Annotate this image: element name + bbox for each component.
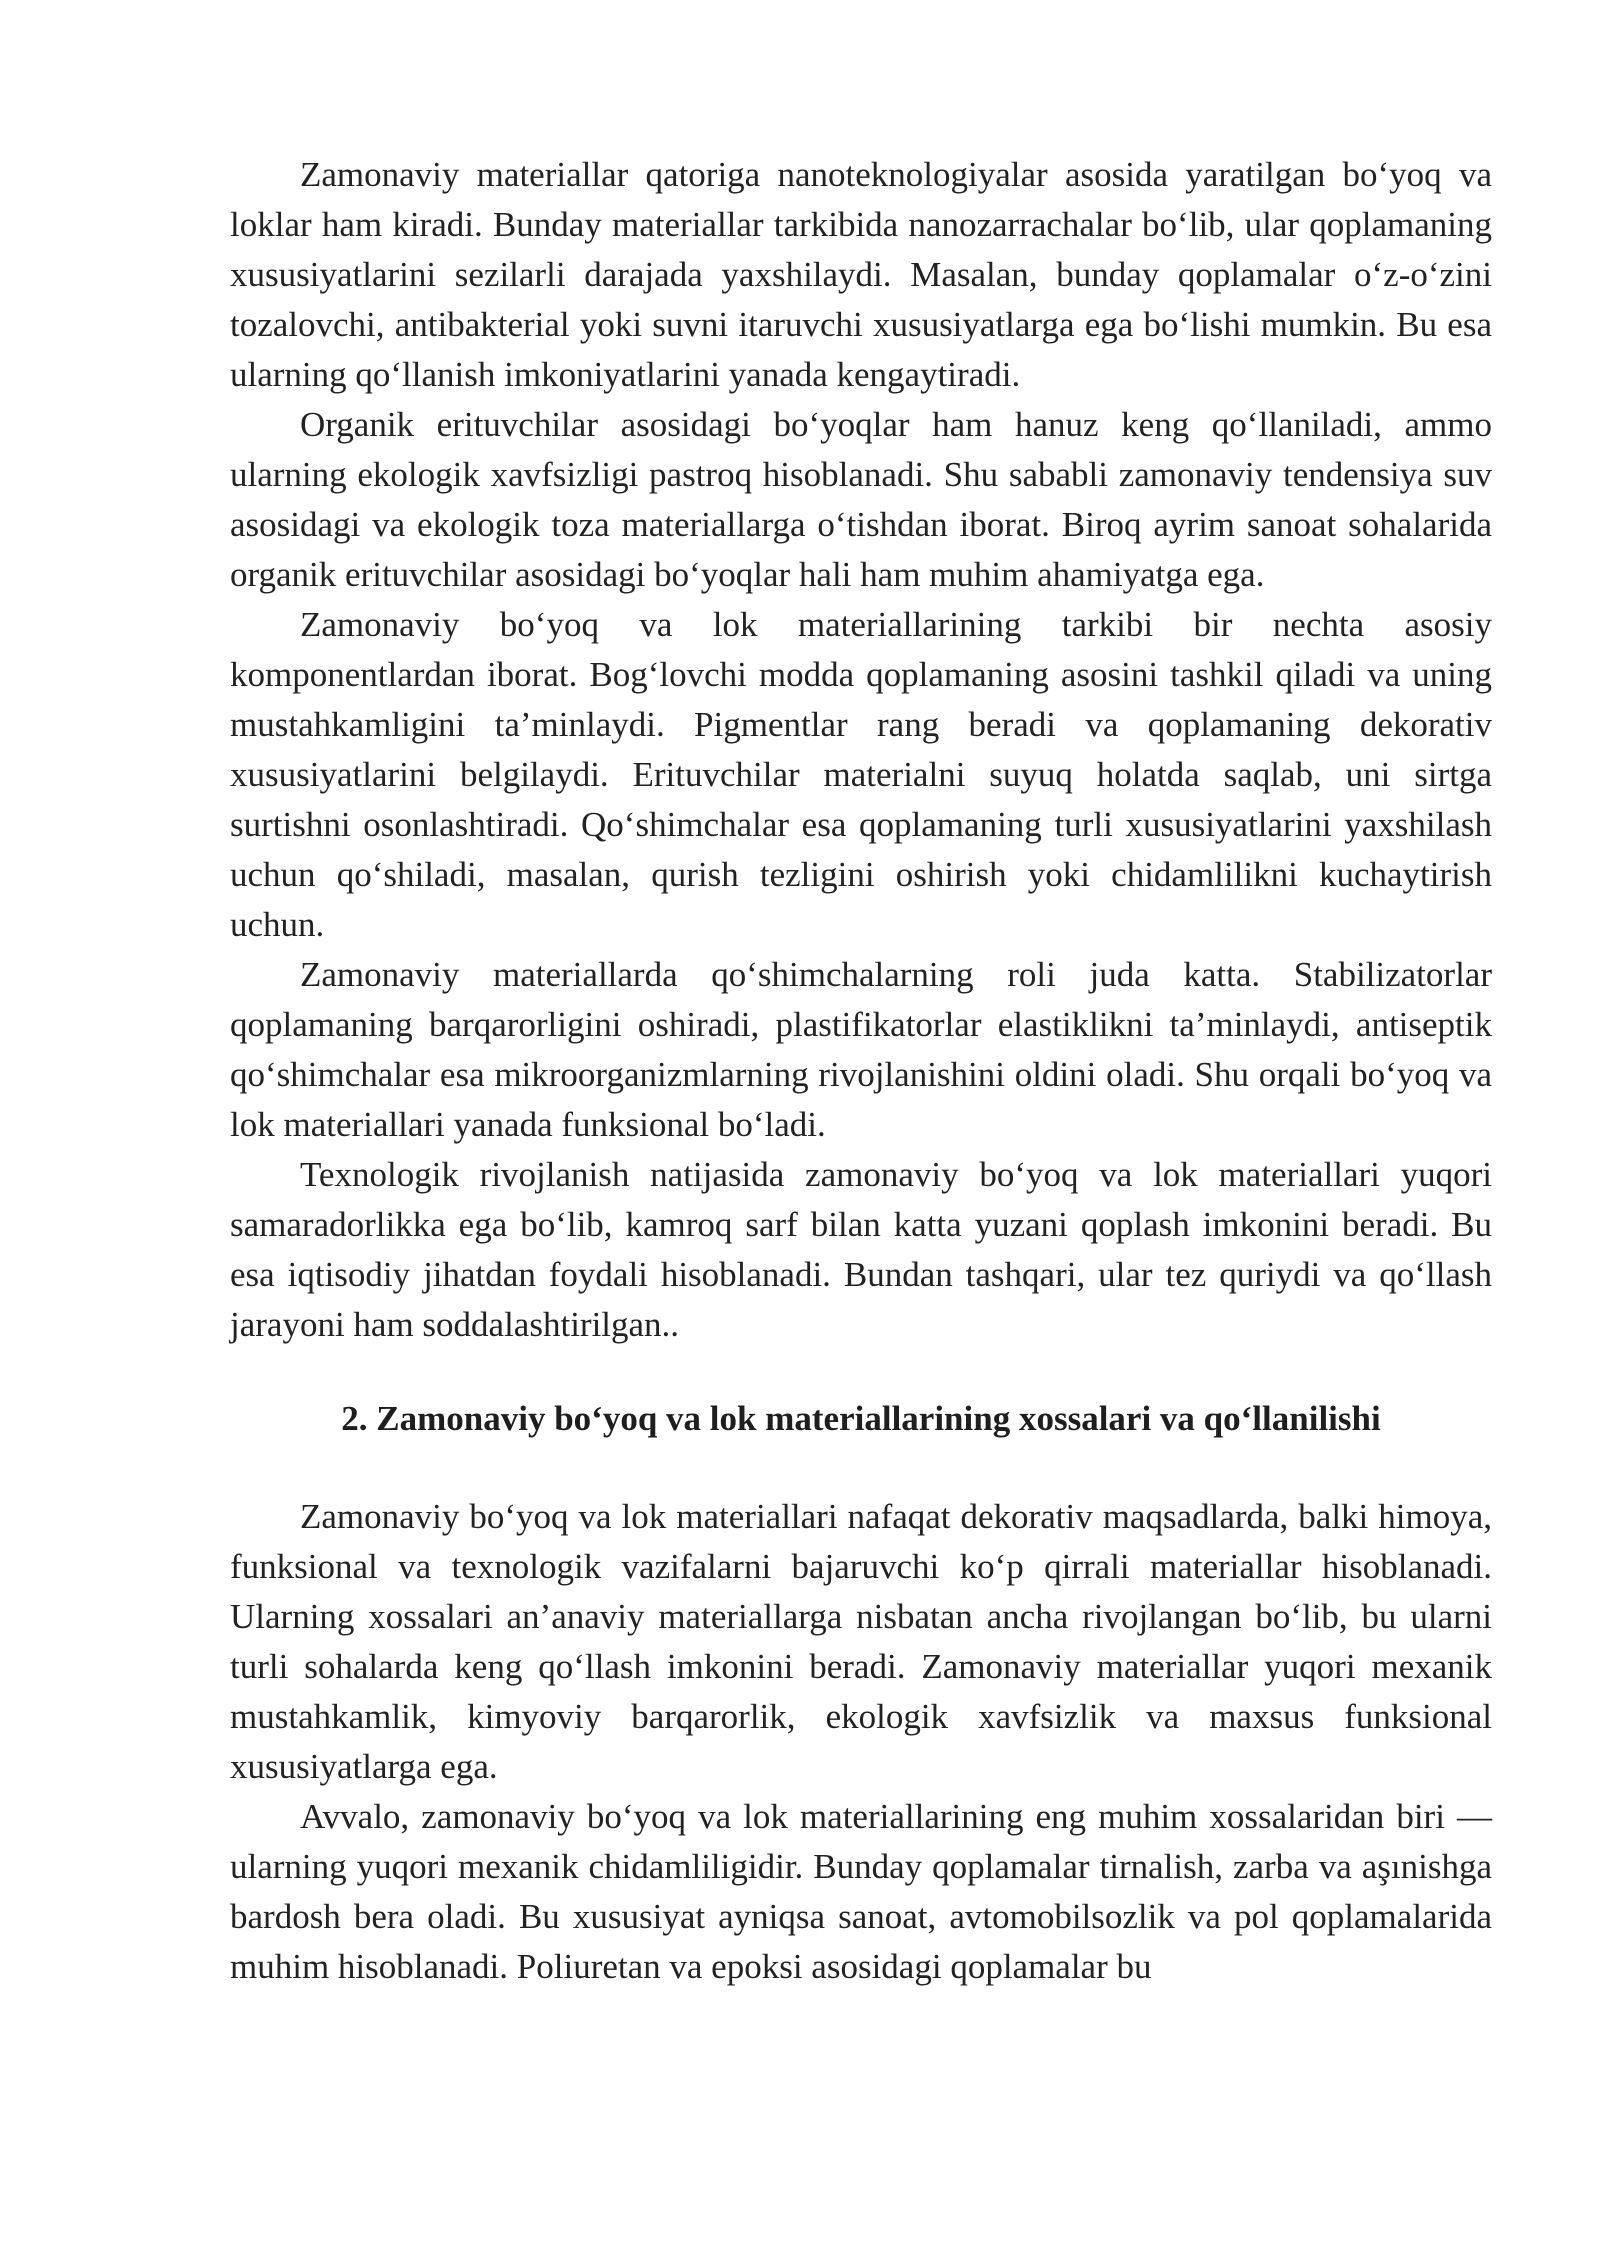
paragraph-composition: Zamonaviy bo‘yoq va lok materiallarining tarkibi bir nechta asosiy komponentlardan iborat. Bog‘lovchi modda qoplamaning asosini tashkil qiladi va uning mustahkamligini ta’minlaydi. Pigmentlar rang beradi va qoplamaning dekorativ xususiyatlarini belgilaydi. Erituvchilar materialni suyuq holatda saqlab, uni sirtga surtishni osonlashtiradi. Qo‘shimchalar esa qoplamaning turli xususiyatlarini yaxshilash uchun qo‘shiladi, masalan, qurish tezligini oshirish yoki chidamlilikni kuchaytirish uchun.	[230, 605, 1492, 944]
document-page	[230, 150, 1492, 1992]
paragraph-mechanical-durability: Avvalo, zamonaviy bo‘yoq va lok materiallarining eng muhim xossalaridan biri — ularning yuqori mexanik chidamliligidir. Bunday qoplamalar tirnalish, zarba va aşınishga bardosh bera oladi. Bu xususiyat ayniqsa sanoat, avtomobilsozlik va pol qoplamalarida muhim hisoblanadi. Poliuretan va epoksi asosidagi qoplamalar bu	[230, 1797, 1492, 1986]
section-heading: 2. Zamonaviy bo‘yoq va lok materiallarining xossalari va qo‘llanilishi	[341, 1399, 1381, 1438]
paragraph-organic-solvents: Organik erituvchilar asosidagi bo‘yoqlar ham hanuz keng qo‘llaniladi, ammo ularning ekologik xavfsizligi pastroq hisoblanadi. Shu sababli zamonaviy tendensiya suv asosidagi va ekologik toza materiallarga o‘tishdan iborat. Biroq ayrim sanoat sohalarida organik erituvchilar asosidagi bo‘yoqlar hali ham muhim ahamiyatga ega.	[230, 405, 1492, 594]
paragraph-technological-development: Texnologik rivojlanish natijasida zamonaviy bo‘yoq va lok materiallari yuqori samaradorlikka ega bo‘lib, kamroq sarf bilan katta yuzani qoplash imkonini beradi. Bu esa iqtisodiy jihatdan foydali hisoblanadi. Bundan tashqari, ular tez quriydi va qo‘llash jarayoni ham soddalashtirilgan..	[230, 1155, 1492, 1344]
paragraph-properties-overview: Zamonaviy bo‘yoq va lok materiallari nafaqat dekorativ maqsadlarda, balki himoya, funksional va texnologik vazifalarni bajaruvchi ko‘p qirrali materiallar hisoblanadi. Ularning xossalari an’anaviy materiallarga nisbatan ancha rivojlangan bo‘lib, bu ularni turli sohalarda keng qo‘llash imkonini beradi. Zamonaviy materiallar yuqori mexanik mustahkamlik, kimyoviy barqarorlik, ekologik xavfsizlik va maxsus funksional xususiyatlarga ega.	[230, 1497, 1492, 1786]
paragraph-nanotechnology-coatings: Zamonaviy materiallar qatoriga nanoteknologiyalar asosida yaratilgan bo‘yoq va loklar ham kiradi. Bunday materiallar tarkibida nanozarrachalar bo‘lib, ular qoplamaning xususiyatlarini sezilarli darajada yaxshilaydi. Masalan, bunday qoplamalar o‘z-o‘zini tozalovchi, antibakterial yoki suvni itaruvchi xususiyatlarga ega bo‘lishi mumkin. Bu esa ularning qo‘llanish imkoniyatlarini yanada kengaytiradi.	[230, 155, 1492, 394]
paragraph-additives: Zamonaviy materiallarda qo‘shimchalarning roli juda katta. Stabilizatorlar qoplamaning barqarorligini oshiradi, plastifikatorlar elastiklikni ta’minlaydi, antiseptik qo‘shimchalar esa mikroorganizmlarning rivojlanishini oldini oladi. Shu orqali bo‘yoq va lok materiallari yanada funksional bo‘ladi.	[230, 955, 1492, 1144]
